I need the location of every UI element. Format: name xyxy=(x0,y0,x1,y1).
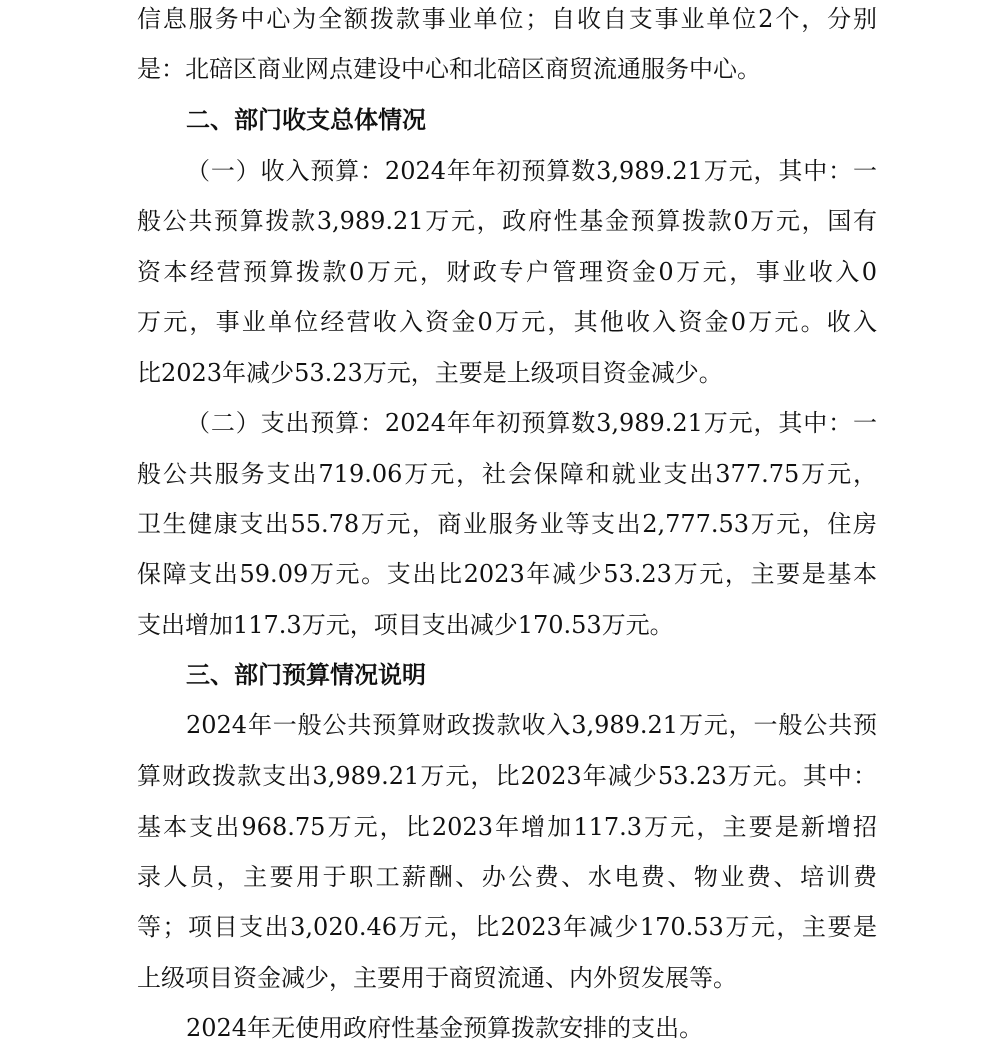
paragraph-line: 算财政拨款支出3,989.21万元，比2023年减少53.23万元。其中： xyxy=(137,762,877,790)
paragraph-line: （二）支出预算：2024年年初预算数3,989.21万元，其中：一 xyxy=(186,409,877,437)
paragraph-line: 是：北碚区商业网点建设中心和北碚区商贸流通服务中心。 xyxy=(137,55,761,83)
paragraph-line: 支出增加117.3万元，项目支出减少170.53万元。 xyxy=(137,611,674,639)
paragraph-line: 2024年一般公共预算财政拨款收入3,989.21万元，一般公共预 xyxy=(186,711,877,739)
paragraph-line: 等；项目支出3,020.46万元，比2023年减少170.53万元，主要是 xyxy=(137,913,877,941)
paragraph-line: 比2023年减少53.23万元，主要是上级项目资金减少。 xyxy=(137,359,723,387)
paragraph-line: 录人员，主要用于职工薪酬、办公费、水电费、物业费、培训费 xyxy=(137,863,877,891)
paragraph-line: 卫生健康支出55.78万元，商业服务业等支出2,777.53万元，住房 xyxy=(137,510,877,538)
paragraph-line: 万元，事业单位经营收入资金0万元，其他收入资金0万元。收入 xyxy=(137,308,877,336)
paragraph-line: 资本经营预算拨款0万元，财政专户管理资金0万元，事业收入0 xyxy=(137,258,877,286)
paragraph-line: 般公共服务支出719.06万元，社会保障和就业支出377.75万元， xyxy=(137,460,877,488)
section-heading: 二、部门收支总体情况 xyxy=(186,105,426,134)
paragraph-line: 上级项目资金减少，主要用于商贸流通、内外贸发展等。 xyxy=(137,964,737,992)
paragraph-line: 信息服务中心为全额拨款事业单位；自收自支事业单位2个，分别 xyxy=(137,5,877,33)
section-heading: 三、部门预算情况说明 xyxy=(186,660,426,689)
paragraph-line: 保障支出59.09万元。支出比2023年减少53.23万元，主要是基本 xyxy=(137,560,877,588)
paragraph-line: 2024年无使用政府性基金预算拨款安排的支出。 xyxy=(186,1014,704,1042)
paragraph-line: （一）收入预算：2024年年初预算数3,989.21万元，其中：一 xyxy=(186,157,877,185)
paragraph-line: 基本支出968.75万元，比2023年增加117.3万元，主要是新增招 xyxy=(137,813,877,841)
paragraph-line: 般公共预算拨款3,989.21万元，政府性基金预算拨款0万元，国有 xyxy=(137,207,877,235)
